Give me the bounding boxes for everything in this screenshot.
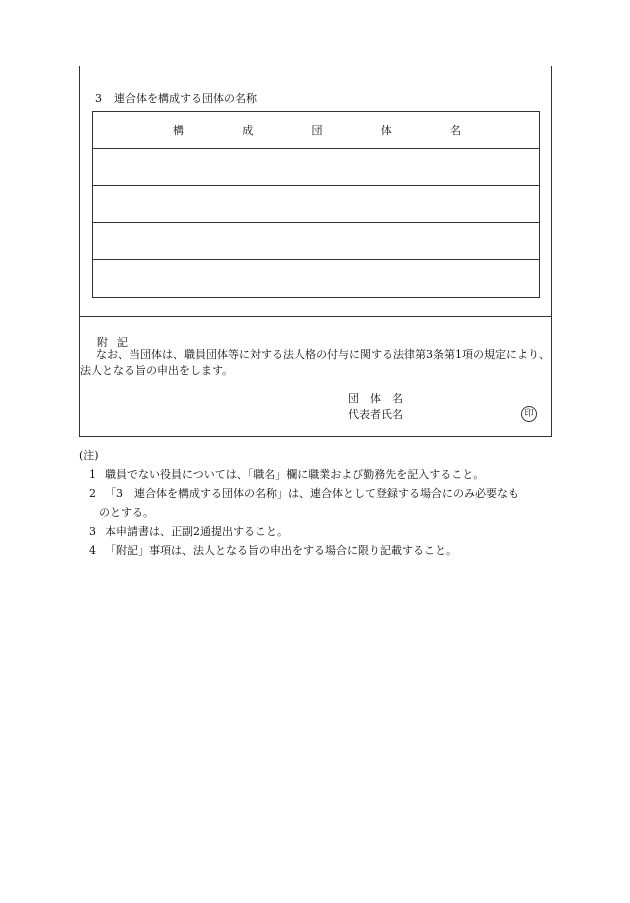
note-number: 3 [89, 525, 96, 538]
note-number: 2 [89, 487, 96, 500]
note-item [79, 522, 519, 541]
seal-mark: 印 [521, 406, 537, 422]
note-text: 職員でない役員については、「職名」欄に職業および勤務先を記入すること。 [105, 468, 485, 481]
supplement-body: なお、当団体は、職員団体等に対する法人格の付与に関する法律第3条第1項の規定により、法人となる旨の申出をします。 [80, 348, 550, 377]
header-char: 名 [450, 124, 461, 137]
note-text: 本申請書は、正副2通提出すること。 [105, 525, 288, 538]
note-item [79, 541, 519, 560]
note-number: 1 [89, 468, 96, 481]
header-char: 団 [311, 124, 323, 137]
section-divider [80, 316, 551, 317]
table-header [93, 112, 539, 149]
table-row[interactable] [93, 149, 539, 186]
org-name-label: 団 体 名 [348, 392, 403, 405]
notes-heading: (注) [79, 449, 99, 462]
representative-name-label: 代表者氏名 [348, 408, 403, 421]
note-number: 4 [89, 544, 96, 557]
signature-block [348, 391, 403, 423]
supplement-title-char: 記 [117, 336, 128, 349]
section3-title [95, 90, 257, 106]
note-text: 「附記」事項は、法人となる旨の申出をする場合に限り記載すること。 [105, 544, 457, 557]
member-organizations-table [92, 111, 540, 298]
section3-number: 3 [95, 92, 102, 105]
table-row[interactable] [93, 186, 539, 223]
header-char: 体 [380, 124, 392, 137]
section3-label: 連合体を構成する団体の名称 [114, 92, 257, 105]
note-item [79, 484, 519, 522]
table-row[interactable] [93, 223, 539, 260]
notes-section [79, 446, 519, 560]
note-text-continued: のとする。 [99, 506, 154, 519]
table-row[interactable] [93, 260, 539, 297]
note-item [79, 465, 519, 484]
note-text: 「3 連合体を構成する団体の名称」は、連合体として登録する場合にのみ必要なも [105, 487, 519, 500]
header-char: 成 [242, 124, 254, 137]
supplement-title-char: 附 [97, 336, 108, 349]
header-char: 構 [173, 124, 184, 137]
form-frame [79, 66, 552, 437]
